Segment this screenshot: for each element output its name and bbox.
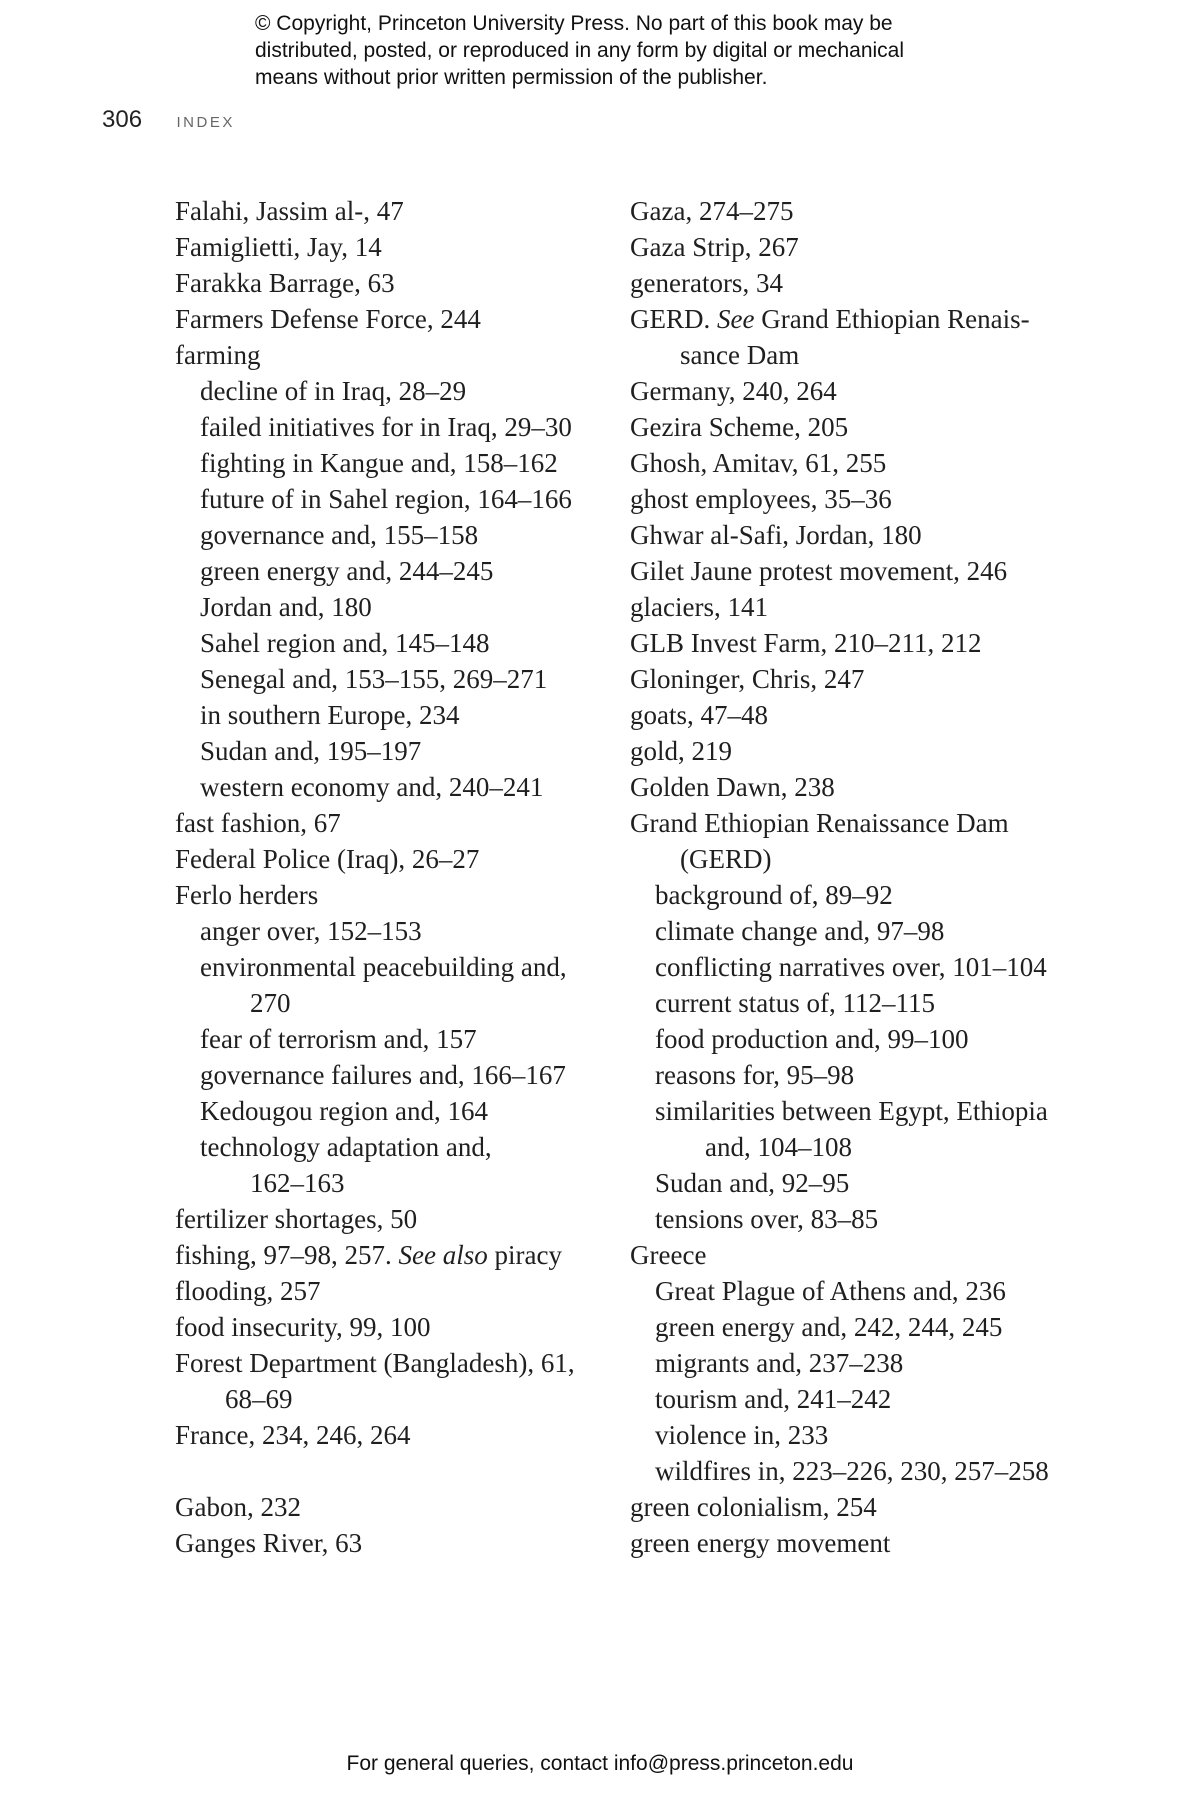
index-entry-text: Grand Ethiopian Renaissance Dam xyxy=(630,808,1009,838)
index-entry: generators, 34 xyxy=(630,268,783,298)
index-subentry-text: similarities between Egypt, Ethiopia xyxy=(655,1096,1048,1126)
index-entry-text: GERD. xyxy=(630,304,711,334)
index-entry: Ghwar al-Safi, Jordan, 180 xyxy=(630,520,922,550)
index-entry xyxy=(630,301,1150,373)
index-subentry xyxy=(175,949,595,1021)
page-number: 306 xyxy=(102,106,143,133)
index-entry-continuation: sance Dam xyxy=(680,340,800,370)
index-subentry: Jordan and, 180 xyxy=(200,592,372,622)
copyright-line: © Copyright, Princeton University Press. No part of this book may be xyxy=(255,12,893,35)
index-entry: Falahi, Jassim al-, 47 xyxy=(175,196,404,226)
index-entry: glaciers, 141 xyxy=(630,592,768,622)
index-subentry: conflicting narratives over, 101–104 xyxy=(655,952,1047,982)
letter-group-gap xyxy=(175,1453,595,1489)
index-subentry: tensions over, 83–85 xyxy=(655,1204,879,1234)
index-subentry: governance failures and, 166–167 xyxy=(200,1060,566,1090)
index-entry: farming xyxy=(175,340,261,370)
index-entry xyxy=(175,1237,595,1273)
index-entry: France, 234, 246, 264 xyxy=(175,1420,411,1450)
cross-reference-target: Grand Ethiopian Renais- xyxy=(761,304,1030,334)
index-subentry-text: technology adaptation and, xyxy=(200,1132,492,1162)
index-subentry: climate change and, 97–98 xyxy=(655,916,945,946)
index-subentry: Sudan and, 92–95 xyxy=(655,1168,850,1198)
index-subentry: green energy and, 242, 244, 245 xyxy=(655,1312,1003,1342)
index-entry: Ganges River, 63 xyxy=(175,1528,363,1558)
index-subentry: Great Plague of Athens and, 236 xyxy=(655,1276,1006,1306)
index-subentry: failed initiatives for in Iraq, 29–30 xyxy=(200,412,572,442)
index-subentry: current status of, 112–115 xyxy=(655,988,935,1018)
index-entry: ghost employees, 35–36 xyxy=(630,484,892,514)
index-entry: Ferlo herders xyxy=(175,880,319,910)
index-entry: Federal Police (Iraq), 26–27 xyxy=(175,844,480,874)
index-entry: Farakka Barrage, 63 xyxy=(175,268,395,298)
index-subentry: fighting in Kangue and, 158–162 xyxy=(200,448,558,478)
index-subentry: anger over, 152–153 xyxy=(200,916,422,946)
index-entry: Golden Dawn, 238 xyxy=(630,772,835,802)
index-subentry: Kedougou region and, 164 xyxy=(200,1096,488,1126)
index-column-left xyxy=(175,193,595,1561)
index-subentry: background of, 89–92 xyxy=(655,880,893,910)
copyright-notice xyxy=(255,10,1035,91)
index-entry: Gilet Jaune protest movement, 246 xyxy=(630,556,1008,586)
cross-reference-target: piracy xyxy=(494,1240,562,1270)
index-subentry-continuation: 270 xyxy=(250,988,291,1018)
running-title: INDEX xyxy=(176,114,235,131)
index-entry: Gaza, 274–275 xyxy=(630,196,794,226)
index-entry: food insecurity, 99, 100 xyxy=(175,1312,431,1342)
index-entry: goats, 47–48 xyxy=(630,700,768,730)
index-entry: Ghosh, Amitav, 61, 255 xyxy=(630,448,887,478)
index-subentry: Sahel region and, 145–148 xyxy=(200,628,490,658)
index-subentry xyxy=(630,1093,1150,1165)
index-entry: gold, 219 xyxy=(630,736,733,766)
index-subentry: Senegal and, 153–155, 269–271 xyxy=(200,664,548,694)
index-subentry: food production and, 99–100 xyxy=(655,1024,969,1054)
index-entry: Greece xyxy=(630,1240,707,1270)
index-subentry: fear of terrorism and, 157 xyxy=(200,1024,477,1054)
index-entry xyxy=(630,805,1150,877)
index-entry: Germany, 240, 264 xyxy=(630,376,837,406)
index-entry: Famiglietti, Jay, 14 xyxy=(175,232,382,262)
index-column-right xyxy=(630,193,1150,1561)
index-entry: Gezira Scheme, 205 xyxy=(630,412,849,442)
index-subentry: in southern Europe, 234 xyxy=(200,700,460,730)
copyright-line: distributed, posted, or reproduced in any form by digital or mechanical xyxy=(255,39,905,62)
index-entry-continuation: (GERD) xyxy=(680,844,772,874)
index-subentry: decline of in Iraq, 28–29 xyxy=(200,376,467,406)
index-entry: green colonialism, 254 xyxy=(630,1492,877,1522)
index-entry xyxy=(175,1345,595,1417)
index-entry: Gloninger, Chris, 247 xyxy=(630,664,865,694)
index-entry-text: Forest Department (Bangladesh), 61, xyxy=(175,1348,575,1378)
index-subentry: wildfires in, 223–226, 230, 257–258 xyxy=(655,1456,1049,1486)
index-subentry: future of in Sahel region, 164–166 xyxy=(200,484,572,514)
index-entry-continuation: 68–69 xyxy=(225,1384,293,1414)
index-entry: flooding, 257 xyxy=(175,1276,321,1306)
running-head xyxy=(102,106,235,134)
index-subentry-continuation: 162–163 xyxy=(250,1168,345,1198)
footer-contact: For general queries, contact info@press.princeton.edu xyxy=(346,1752,854,1775)
index-subentry: violence in, 233 xyxy=(655,1420,829,1450)
index-entry-text: fishing, 97–98, 257. xyxy=(175,1240,392,1270)
index-entry: fast fashion, 67 xyxy=(175,808,341,838)
index-subentry: western economy and, 240–241 xyxy=(200,772,544,802)
index-subentry: tourism and, 241–242 xyxy=(655,1384,892,1414)
index-entry: GLB Invest Farm, 210–211, 212 xyxy=(630,628,982,658)
index-entry: Farmers Defense Force, 244 xyxy=(175,304,481,334)
index-subentry xyxy=(175,1129,595,1201)
index-entry: fertilizer shortages, 50 xyxy=(175,1204,418,1234)
index-subentry: migrants and, 237–238 xyxy=(655,1348,904,1378)
index-entry: Gabon, 232 xyxy=(175,1492,301,1522)
copyright-line: means without prior written permission of the publisher. xyxy=(255,66,768,89)
see-also-reference: See also xyxy=(398,1240,488,1270)
index-subentry: reasons for, 95–98 xyxy=(655,1060,855,1090)
index-entry: Gaza Strip, 267 xyxy=(630,232,799,262)
index-subentry-text: environmental peacebuilding and, xyxy=(200,952,567,982)
index-subentry: governance and, 155–158 xyxy=(200,520,479,550)
see-reference: See xyxy=(717,304,755,334)
index-subentry: Sudan and, 195–197 xyxy=(200,736,422,766)
index-subentry: green energy and, 244–245 xyxy=(200,556,494,586)
index-subentry-continuation: and, 104–108 xyxy=(705,1132,852,1162)
index-entry: green energy movement xyxy=(630,1528,891,1558)
